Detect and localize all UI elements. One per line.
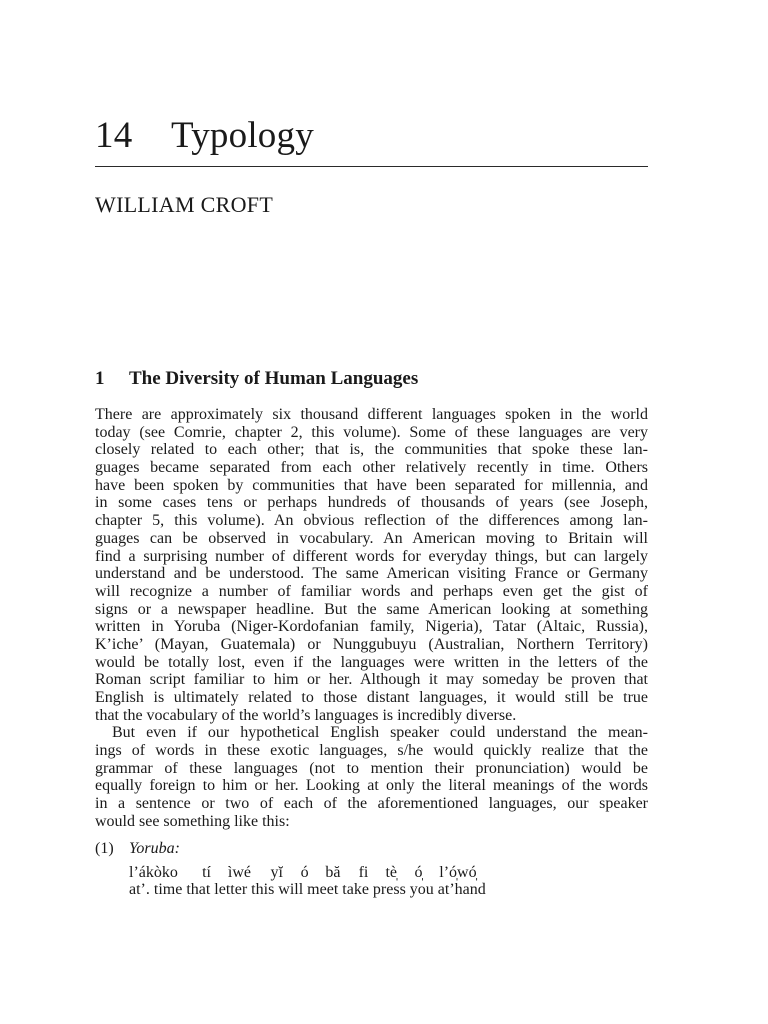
source-word: l’ákòko <box>129 863 178 881</box>
text-line: would see something like this: <box>95 812 290 830</box>
text-line: signs or a newspaper headline. But the same American looking at something <box>95 600 648 618</box>
text-line: would be totally lost, even if the languages were written in the letters of the <box>95 653 648 671</box>
body-text <box>95 406 648 831</box>
text-line: There are approximately six thousand different languages spoken in the world <box>95 406 648 423</box>
example-language: Yoruba: <box>129 840 180 857</box>
chapter-number: 14 <box>95 115 133 156</box>
text-line: chapter 5, this volume). An obvious reflection of the differences among lan- <box>95 512 648 530</box>
text-line: guages became separated from each other relatively recently in time. Others <box>95 459 648 477</box>
text-line: that the vocabulary of the world’s languages is incredibly diverse. <box>95 706 517 724</box>
source-word: fi <box>358 863 369 881</box>
text-line: grammar of these languages (not to mention their pronunciation) would be <box>95 759 648 777</box>
text-line: equally foreign to him or her. Looking at only the literal meanings of the words <box>95 777 648 795</box>
source-words-row <box>129 864 499 882</box>
gloss-line: at’. time that letter this will meet take press you at’hand <box>129 881 486 899</box>
text-line: English is ultimately related to those distant languages, it would still be true <box>95 689 648 706</box>
text-line: in a sentence or two of each of the aforementioned languages, our speaker <box>95 795 648 813</box>
text-line: written in Yoruba (Niger-Kordofanian family, Nigeria), Tatar (Altaic, Russia), <box>95 618 648 636</box>
text-line: guages can be observed in vocabulary. An American moving to Britain will <box>95 529 648 547</box>
text-line: understand and be understood. The same American visiting France or Germany <box>95 565 648 583</box>
text-line: find a surprising number of different words for everyday things, but can largely <box>95 547 648 565</box>
source-word: ó <box>300 863 309 881</box>
text-line: in some cases tens or perhaps hundreds of thousands of years (see Joseph, <box>95 494 648 512</box>
text-line: K’iche’ (Mayan, Guatemala) or Nunggubuyu (Australian, Northern Territory) <box>95 635 648 653</box>
source-word: bă <box>325 863 341 881</box>
text-line: today (see Comrie, chapter 2, this volume). Some of these languages are very <box>95 423 648 441</box>
text-line: Roman script familiar to him or her. Although it may someday be proven that <box>95 671 648 689</box>
source-word: ó̩ <box>414 863 423 881</box>
source-word: ìwé <box>227 863 252 881</box>
text-line: will recognize a number of familiar words and perhaps even get the gist of <box>95 582 648 600</box>
section-number: 1 <box>95 368 105 389</box>
gloss-row <box>129 881 499 899</box>
example-1 <box>95 840 648 899</box>
section-title: The Diversity of Human Languages <box>129 368 419 389</box>
paragraph-1 <box>95 406 648 724</box>
chapter-title: Typology <box>171 115 314 156</box>
source-word: tè̩ <box>385 863 398 881</box>
source-word: tí <box>202 863 211 881</box>
text-line: have been spoken by communities that have been separated for millennia, and <box>95 476 648 494</box>
example-number: (1) <box>95 840 114 857</box>
source-word: yĭ <box>270 863 283 881</box>
chapter-title-rule <box>95 166 648 167</box>
text-line: closely related to each other; that is, the communities that spoke these lan- <box>95 441 648 459</box>
source-word: l’ó̩wó̩ <box>439 863 477 881</box>
example-header <box>95 840 648 858</box>
text-line: But even if our hypothetical English speaker could understand the mean- <box>112 724 648 742</box>
chapter-author: WILLIAM CROFT <box>95 192 274 217</box>
chapter-heading <box>95 112 648 160</box>
text-line: ings of words in these exotic languages, s/he would quickly realize that the <box>95 742 648 760</box>
section-heading <box>95 365 418 393</box>
interlinear-gloss <box>129 864 499 899</box>
paragraph-2 <box>95 724 648 830</box>
